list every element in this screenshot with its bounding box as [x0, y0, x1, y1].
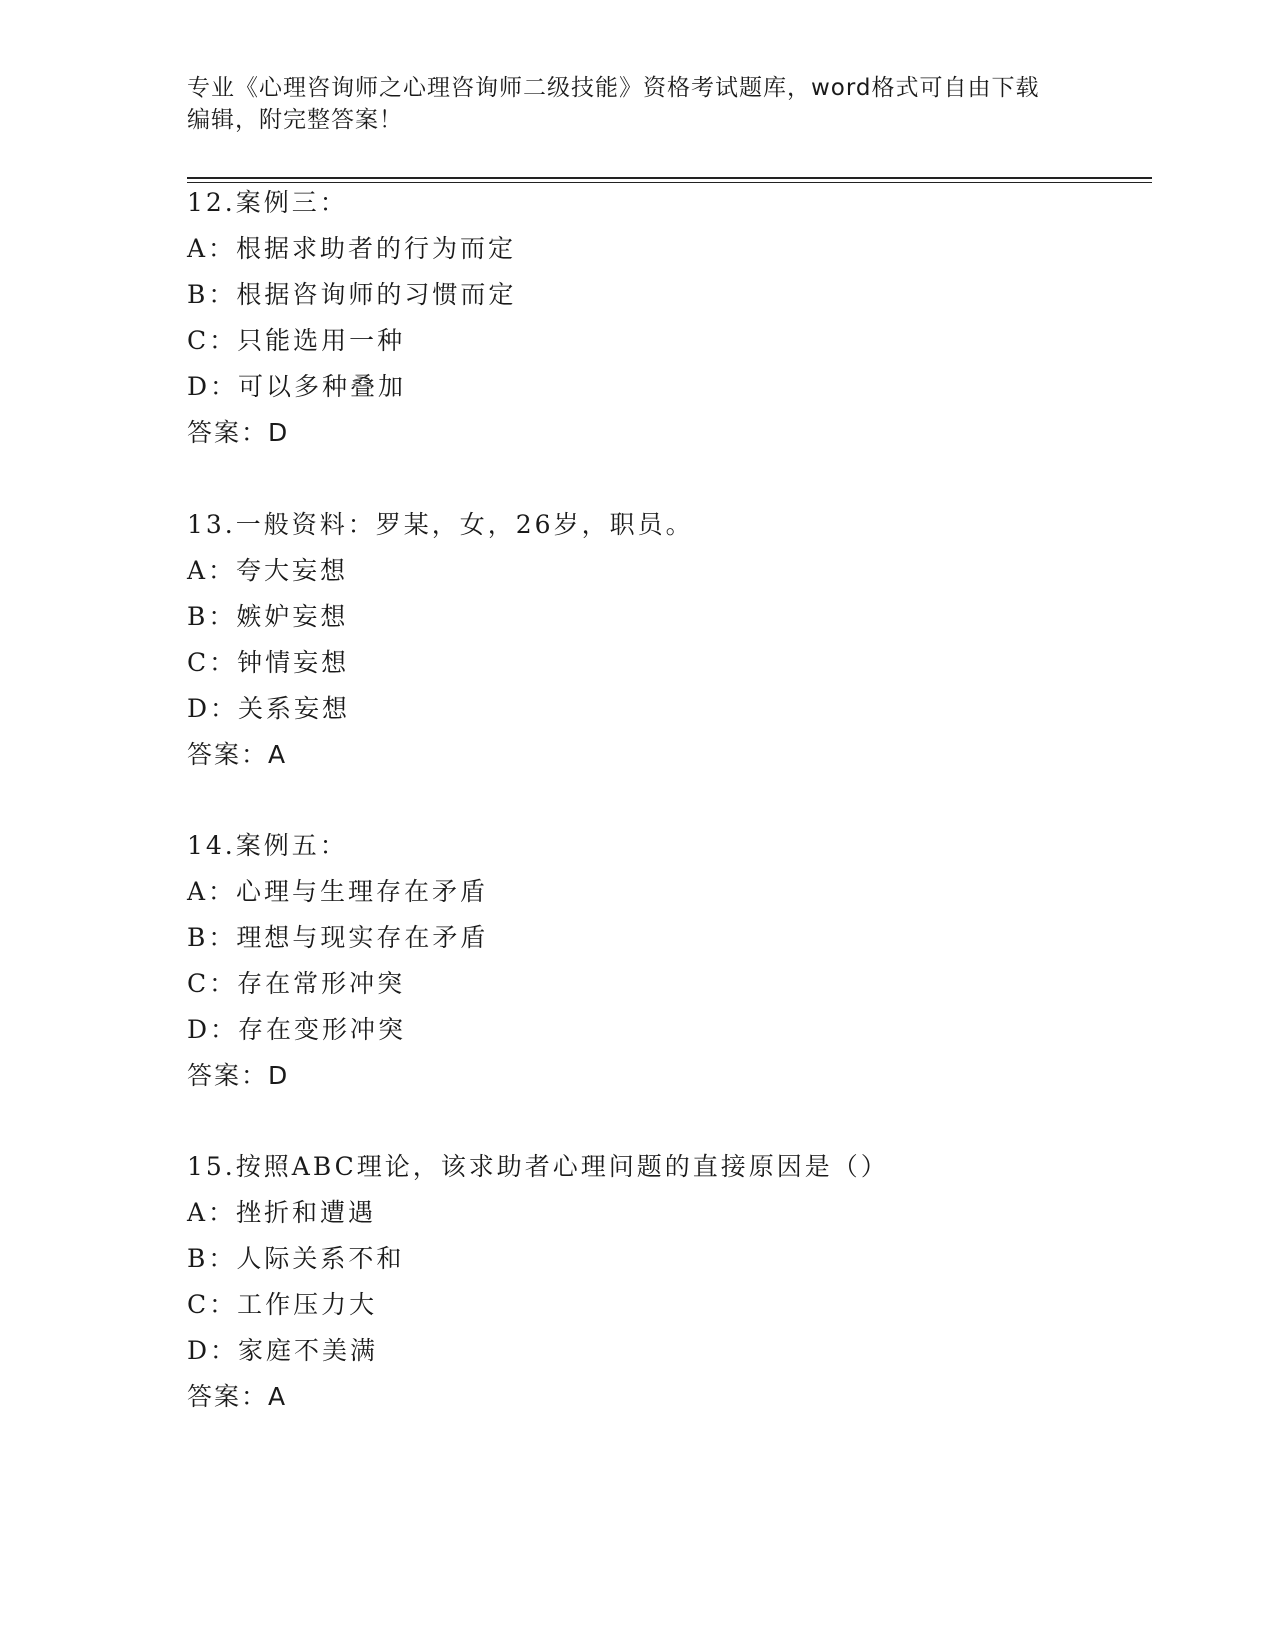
question-stem: 14.案例五： — [187, 831, 348, 860]
option-b: B：根据咨询师的习惯而定 — [187, 280, 517, 309]
option-d: D：可以多种叠加 — [187, 372, 407, 401]
answer-line: 答案：D — [187, 1061, 290, 1090]
answer-line: 答案：A — [187, 1382, 288, 1411]
question-stem: 13.一般资料：罗某，女，26岁，职员。 — [187, 510, 694, 539]
question-stem: 12.案例三： — [187, 188, 348, 217]
question-stem: 15.按照ABC理论，该求助者心理问题的直接原因是（） — [187, 1152, 889, 1181]
header-line-2: 编辑，附完整答案！ — [187, 107, 403, 133]
document-header — [187, 72, 1067, 136]
option-a: A：心理与生理存在矛盾 — [187, 877, 489, 906]
option-a: A：夸大妄想 — [187, 556, 349, 585]
option-d: D：家庭不美满 — [187, 1336, 379, 1365]
option-b: B：理想与现实存在矛盾 — [187, 923, 489, 952]
option-a: A：根据求助者的行为而定 — [187, 234, 517, 263]
option-b: B：人际关系不和 — [187, 1244, 405, 1273]
option-c: C：存在常形冲突 — [187, 969, 406, 998]
header-divider-thick — [187, 177, 1152, 179]
answer-line: 答案：A — [187, 740, 288, 769]
question-12 — [187, 180, 516, 456]
question-14 — [187, 823, 488, 1099]
option-d: D：关系妄想 — [187, 694, 351, 723]
question-13 — [187, 502, 694, 778]
question-15 — [187, 1144, 889, 1420]
option-c: C：钟情妄想 — [187, 648, 350, 677]
option-d: D：存在变形冲突 — [187, 1015, 407, 1044]
option-c: C：工作压力大 — [187, 1290, 378, 1319]
answer-line: 答案：D — [187, 418, 290, 447]
option-a: A：挫折和遭遇 — [187, 1198, 377, 1227]
option-b: B：嫉妒妄想 — [187, 602, 349, 631]
option-c: C：只能选用一种 — [187, 326, 406, 355]
header-line-1: 专业《心理咨询师之心理咨询师二级技能》资格考试题库，word格式可自由下载 — [187, 75, 1040, 101]
